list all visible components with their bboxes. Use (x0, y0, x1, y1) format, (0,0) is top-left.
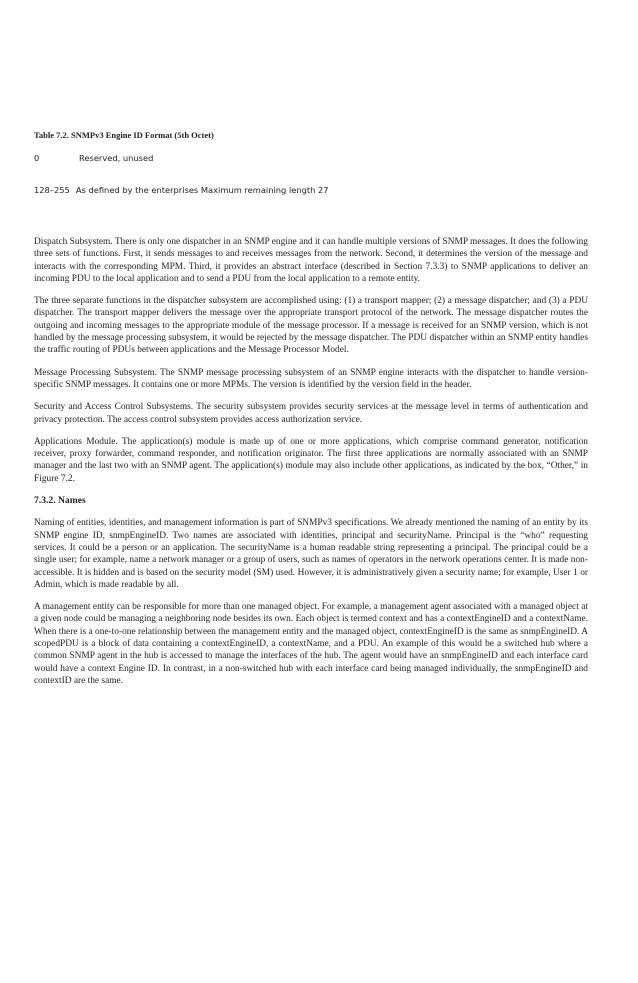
paragraph-management-entity: A management entity can be responsible for more than one managed object. For example, a management agent associated with a managed object at a given node could be managing a neighboring node besides its own. Each object is termed context and has a contextEngineID and a contextName. When there is a one-to-one relationship between the management entity and the managed object, contextEngineID is the same as snmpEngineID. A scopedPDU is a block of data containing a contextEngineID, a contextName, and a PDU. An example of this would be a switched hub where a common SNMP agent in the hub is accessed to manage the interfaces of the hub. The agent would have an snmpEngineID and each interface card would have a context Engine ID. In contrast, in a non-switched hub with each interface card being managed individually, the snmpEngineID and contextID are the same. (34, 602, 588, 686)
table-row-code: 0 (34, 153, 40, 163)
paragraph-security-access-control: Security and Access Control Subsystems. The security subsystem provides security services at the message level in terms of authentication and privacy protection. The access control subsystem provides access authorization service. (34, 402, 588, 425)
paragraph-naming: Naming of entities, identities, and management information is part of SNMPv3 specifications. We already mentioned the naming of an entity by its SNMP engine ID, snmpEngineID. Two names are associated with identities, principal and securityName. Principal is the “who” requesting services. It could be a person or an application. The securityName is a human readable string representing a principal. The principal could be a single user; for example, name a network manager or a group of users, such as names of operators in the network operations center. It is made non-accessible. It is hidden and is based on the security model (SM) used. However, it is administratively given a security name; for example, User 1 or Admin, which is made readable by all. (34, 518, 588, 590)
paragraph-dispatch-subsystem: Dispatch Subsystem. There is only one dispatcher in an SNMP engine and it can handle multiple versions of SNMP messages. It does the following three sets of functions. First, it sends messages to and receives messages from the network. Second, it determines the version of the message and interacts with the corresponding MPM. Third, it provides an abstract interface (described in Section 7.3.3) to SNMP applications to deliver an incoming PDU to the local application and to send a PDU from the local application to a remote entity. (34, 237, 588, 284)
paragraph-dispatcher-functions: The three separate functions in the dispatcher subsystem are accomplished using: (1) a transport mapper; (2) a message dispatcher; and (3) a PDU dispatcher. The transport mapper delivers the message over the appropriate transport protocol of the network. The message dispatcher routes the outgoing and incoming messages to the appropriate module of the message processor. If a message is received for an SNMP version, which is not handled by the message processing subsystem, it would be rejected by the message dispatcher. The PDU dispatcher within an SNMP entity handles the traffic routing of PDUs between applications and the Message Processor Model. (34, 296, 588, 356)
paragraph-message-processing: Message Processing Subsystem. The SNMP message processing subsystem of an SNMP engine interacts with the dispatcher to handle version-specific SNMP messages. It contains one or more MPMs. The version is identified by the version field in the header. (34, 367, 588, 390)
table-row (34, 185, 329, 195)
table-row-text: As defined by the enterprises Maximum remaining length 27 (75, 185, 329, 195)
section-heading-names: 7.3.2. Names (34, 495, 86, 507)
table-row (34, 153, 153, 163)
table-row-text: Reserved, unused (79, 153, 154, 163)
table-caption: Table 7.2. SNMPv3 Engine ID Format (5th Octet) (34, 130, 214, 140)
table-row-code: 128–255 (34, 185, 70, 195)
paragraph-applications-module: Applications Module. The application(s) module is made up of one or more applications, which comprise command generator, notification receiver, proxy forwarder, command responder, and notification originator. The first three applications are normally associated with an SNMP manager and the last two with an SNMP agent. The application(s) module may also include other applications, as indicated by the box, “Other,” in Figure 7.2. (34, 436, 588, 484)
body-text (34, 236, 588, 697)
